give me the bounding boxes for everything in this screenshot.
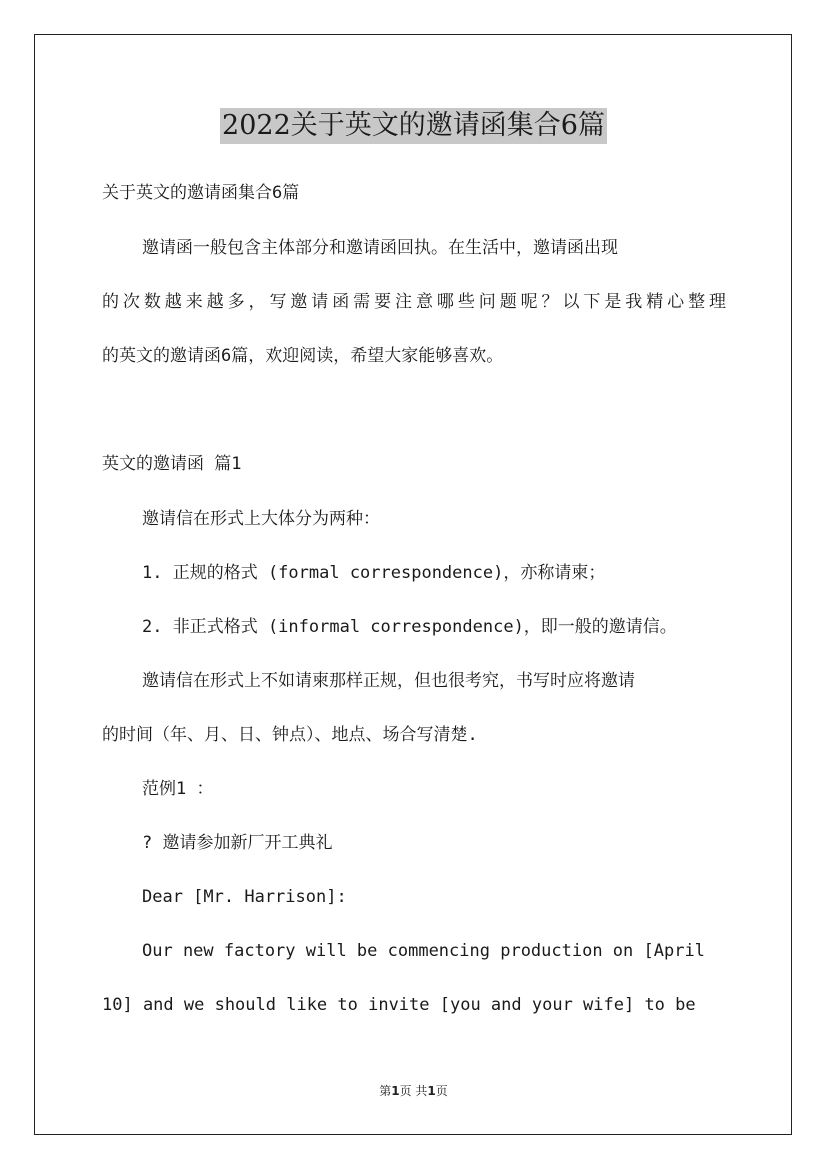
body-line-2: 1. 正规的格式 (formal correspondence)，亦称请柬； (142, 563, 606, 583)
footer-page-number: 1 (391, 1084, 400, 1098)
body-line-4: 邀请信在形式上不如请柬那样正规，但也很考究，书写时应将邀请 (142, 671, 635, 691)
body-line-9: Our new factory will be commencing production on [April (142, 941, 705, 961)
body-line-7: ? 邀请参加新厂开工典礼 (142, 833, 333, 853)
document-title (0, 104, 827, 144)
body-line-1: 邀请信在形式上大体分为两种： (142, 509, 380, 529)
document-subtitle: 关于英文的邀请函集合6篇 (102, 183, 300, 203)
footer-page-mid: 页 共 (399, 1084, 428, 1098)
body-line-8: Dear [Mr. Harrison]: (142, 887, 347, 907)
intro-line-1: 邀请函一般包含主体部分和邀请函回执。在生活中，邀请函出现 (142, 238, 618, 258)
footer-page-prefix: 第 (379, 1084, 392, 1098)
body-line-6: 范例1 ： (142, 779, 214, 799)
intro-line-3: 的英文的邀请函6篇，欢迎阅读，希望大家能够喜欢。 (102, 346, 504, 366)
body-line-5: 的时间（年、月、日、钟点）、地点、场合写清楚. (102, 725, 478, 745)
intro-line-2: 的次数越来越多，写邀请函需要注意哪些问题呢？以下是我精心整理 (102, 292, 726, 312)
footer-page-total: 1 (427, 1084, 436, 1098)
body-line-3: 2. 非正式格式 (informal correspondence)，即一般的邀请信。 (142, 617, 677, 637)
page-footer (0, 1082, 827, 1100)
section-heading: 英文的邀请函 篇1 (102, 454, 242, 474)
footer-page-suffix: 页 (435, 1084, 448, 1098)
body-line-10: 10] and we should like to invite [you and your wife] to be (102, 995, 696, 1015)
document-title-text: 2022关于英文的邀请函集合6篇 (220, 108, 607, 144)
